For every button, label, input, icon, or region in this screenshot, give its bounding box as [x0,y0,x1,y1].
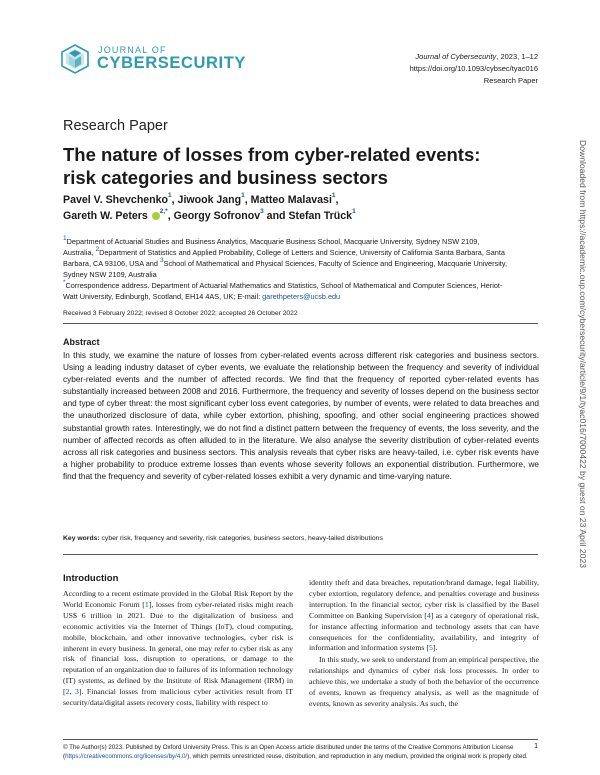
author-affiliation-ref[interactable]: 1 [168,192,172,199]
divider [63,554,538,555]
affiliation-text: Department of Statistics and Applied Probability, College of Letters and Science, University of California Santa Barbara, Santa Barbara, CA 93106, USA and [63,248,505,268]
paragraph [309,578,539,654]
separator: , [167,209,174,222]
author-name[interactable]: Gareth W. Peters [63,209,148,222]
divider [63,739,538,740]
download-watermark-text: Downloaded from https://academic.oup.com/cybersecurity/article/9/1/tyac016/7000422 by guest on 23 April 2023 [578,140,588,569]
logo-text-small: JOURNAL OF [98,45,167,55]
author-affiliation-ref[interactable]: 1 [241,192,245,199]
separator: , [244,194,251,206]
author-list [63,193,503,224]
author-name[interactable]: Jiwook Jang [177,194,242,206]
affiliation-text: School of Mathematical and Physical Sciences, Faculty of Science and Engineering, Macquarie University, Sydney NSW 2109, Australia [63,259,507,279]
separator: and [263,209,289,222]
keywords-text: cyber risk, frequency and severity, risk categories, business sectors, heavy-tailed distributions [99,535,383,542]
correspondence [63,280,508,302]
citation-type: Research Paper [483,76,538,85]
download-watermark [577,140,589,620]
license-footer [63,743,538,761]
keywords-label: Key words: [63,535,100,542]
abstract-heading: Abstract [63,337,100,347]
affiliations [63,236,508,280]
license-link[interactable]: https://creativecommons.org/licenses/by/4.0/ [65,753,188,760]
author-affiliation-ref[interactable]: 1 [352,207,356,215]
text: ], losses from cyber-related risks might reach US$ 6 trillion in 2021. Due to the digitalization of business and economic activities via the Internet of Things (IoT), cloud computing, mobile, blockchain, and other innovative technologies, cyber risk is inherent in every business. In general, one may refer to cyber risk as any risk of financial loss, disruption to operations, or damage to the reputation of an organization due to failures of its information technology (IT) systems, as defined by the Institute of Risk Management (IRM) in [ [63,599,293,697]
citation-ref-link[interactable]: 4 [426,610,431,620]
citation-details: , 2023, 1–12 [496,52,538,61]
text: , [69,687,75,697]
separator: , [171,194,178,206]
affiliation-marker: 2 [95,246,100,253]
received-dates: Received 3 February 2022; revised 8 October 2022; accepted 26 October 2022 [63,310,298,317]
paragraph [63,589,293,709]
author-affiliation-ref[interactable]: 1 [331,192,336,199]
article-type: Research Paper [63,118,168,134]
footer-text: © The Author(s) 2023. Published by Oxford University Press. This is an Open Access article distributed under the terms of the Creative Commons Attribution License ( [63,744,514,760]
text: ] as a category of operational risk, for instance affecting information and technology assets that can have consequences for the confidentiality, availability, and integrity of information and information systems [ [309,610,539,653]
journal-logo [60,44,246,74]
author-affiliation-ref[interactable]: 3 [260,207,264,215]
footer-text: ), which permits unrestricted reuse, distribution, and reproduction in any medium, provided the original work is properly cited. [187,753,528,760]
text: ]. [432,643,438,653]
text: ]. Financial losses from malicious cyber activities result from IT security/data/digital assets recovery costs, liability with respect to [63,687,293,708]
correspondence-marker: * [63,279,66,286]
citation-ref-link[interactable]: 1 [144,599,149,609]
paragraph: In this study, we seek to understand from an empirical perspective, the relationships and dynamics of cyber risk loss processes. In order to achieve this, we undertake a study of both the behavior of the occurrence of events, known as frequency analysis, as well as the magnitude of events, known as severity analysis. As such, the [309,655,539,708]
logo-text-big: CYBERSECURITY [97,54,246,72]
author-name[interactable]: Pavel V. Shevchenko [63,194,169,206]
author-affiliation-ref[interactable]: 2,* [159,207,168,215]
citation-ref-link[interactable]: 3 [74,687,79,697]
text: According to a recent estimate provided in the Global Risk Report by the World Economic Forum [ [63,589,293,609]
citation-ref-link[interactable]: 2 [65,687,70,697]
section-heading: Introduction [63,573,119,584]
abstract-text: In this study, we examine the nature of losses from cyber-related events across different risk categories and business sectors. Using a leading industry dataset of cyber events, we evaluate the relationship between the frequency and severity of individual cyber-related events and the number of affected records. We find that the frequency of reported cyber-related events has substantially increased between 2008 and 2016. Furthermore, the frequency and severity of losses depend on the business sector and type of cyber threat: the most significant cyber loss event categories, by number of events, were related to data breaches and the unauthorized disclosure of data, while cyber extortion, phishing, spoofing, and other social engineering practices showed substantial growth rates. Interestingly, we do not find a distinct pattern between the frequency of events, the loss severity, and the number of affected records as often alluded to in the literature. We also analyse the severity distribution of cyber-related events across all risk categories and business sectors. This analysis reveals that cyber risks are heavy-tailed, i.e. cyber risk events have a higher probability to produce extreme losses than events whose severity follows an exponential distribution. Furthermore, we find that the frequency and severity of cyber-related losses exhibit a very dynamic and time-varying nature. [63,351,539,481]
author-name[interactable]: Matteo Malavasi [250,194,332,206]
correspondence-text: Correspondence address. Department of Actuarial Mathematics and Statistics, School of Mathematical and Computer Sciences, Heriot-Watt University, Edinburgh, Scotland, EH14 4AS, UK; E-mail: [63,281,503,301]
author-name[interactable]: Stefan Trück [288,209,353,222]
page-title: The nature of losses from cyber-related events: risk categories and business sectors [63,144,481,188]
citation-doi[interactable]: https://doi.org/10.1093/cybsec/tyac016 [409,64,538,73]
keywords [63,535,539,542]
divider [63,323,538,324]
affiliation-text: Department of Actuarial Studies and Business Analytics, Macquarie Business School, Macquarie University, Sydney NSW 2109, Australia, [63,237,480,257]
journal-name: Journal of Cybersecurity [415,52,497,61]
correspondence-email-link[interactable]: garethpeters@ucsb.edu [262,292,341,301]
affiliation-marker: 1 [63,235,67,242]
separator: , [335,194,339,206]
body-column-right [309,578,539,710]
author-name[interactable]: Georgy Sofronov [173,209,261,222]
citation-journal-line [415,52,538,61]
citation-ref-link[interactable]: 5 [428,643,433,653]
orcid-icon[interactable] [152,212,160,220]
affiliation-marker: 3 [159,257,164,264]
page-number: 1 [534,743,538,750]
journal-logo-mark-icon [60,44,90,74]
text: identity theft and data breaches, reputation/brand damage, legal liability, cyber extortion, regulatory defence, and penalties coverage and business interruption. In the financial sector, cyber risk is classified by the Basel Committee on Banking Supervision [ [309,578,539,620]
body-column-left [63,589,293,709]
